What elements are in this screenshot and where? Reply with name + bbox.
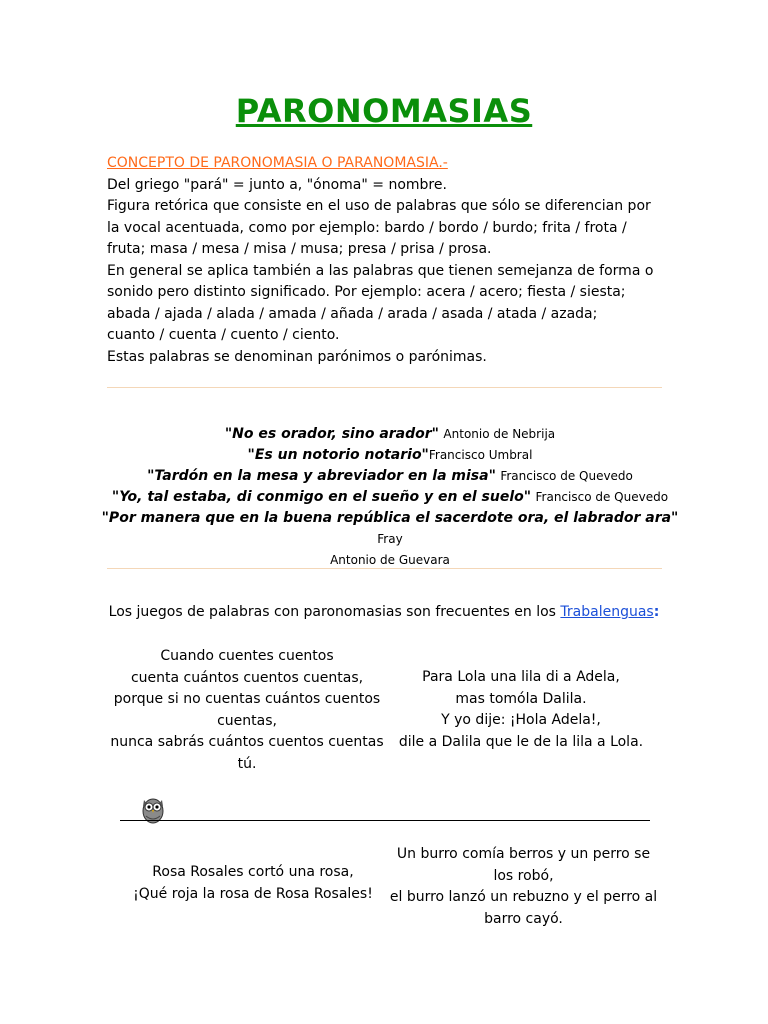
- concept-line: Estas palabras se denominan parónimos o parónimas.: [107, 348, 487, 365]
- quotes-section: [100, 424, 680, 571]
- juegos-colon: :: [653, 604, 660, 620]
- quote-line: [100, 445, 680, 466]
- poem-line: ¡Qué roja la rosa de Rosa Rosales!: [133, 885, 373, 902]
- poem-burro: [386, 844, 661, 930]
- concept-line: Figura retórica que consiste en el uso de palabras que sólo se diferencian por: [107, 198, 651, 214]
- juegos-text: Los juegos de palabras con paronomasias son frecuentes en los: [108, 604, 561, 620]
- concept-line: abada / ajada / alada / amada / añada / arada / asada / atada / azada;: [107, 305, 598, 322]
- poem-line: cuentas,: [217, 712, 277, 729]
- concept-section: [107, 153, 667, 368]
- concept-heading: CONCEPTO DE PARONOMASIA O PARANOMASIA.-: [107, 155, 448, 171]
- juegos-intro: [0, 604, 768, 620]
- quote-text: "No es orador, sino arador": [224, 426, 439, 442]
- poem-line: porque si no cuentas cuántos cuentos: [113, 691, 381, 707]
- quote-line: [100, 466, 680, 487]
- trabalenguas-link[interactable]: Trabalenguas: [560, 604, 654, 620]
- poem-line: nunca sabrás cuántos cuentos cuentas: [110, 734, 384, 750]
- poem-line: Para Lola una lila di a Adela,: [422, 669, 620, 685]
- quote-text: "Por manera que en la buena república el sacerdote ora, el labrador ara": [101, 510, 679, 526]
- concept-line: cuanto / cuenta / cuento / ciento.: [107, 327, 340, 343]
- quote-line: [100, 424, 680, 445]
- concept-line: sonido pero distinto significado. Por ejemplo: acera / acero; fiesta / siesta;: [107, 284, 626, 300]
- poem-line: tú.: [237, 755, 257, 772]
- quote-author: Antonio de Guevara: [330, 553, 450, 567]
- concept-line: fruta; masa / mesa / misa / musa; presa / prisa / prosa.: [107, 241, 492, 257]
- quote-author: Antonio de Nebrija: [443, 427, 556, 441]
- poem-line: cuenta cuántos cuentos cuentas,: [130, 669, 364, 686]
- quote-line: [100, 508, 680, 550]
- poem-line: barro cayó.: [484, 910, 563, 927]
- quote-line: [100, 487, 680, 508]
- concept-line: Del griego "pará" = junto a, "ónoma" = nombre.: [107, 176, 447, 193]
- poem-divider: [120, 820, 650, 821]
- poem-line: Cuando cuentes cuentos: [160, 648, 334, 664]
- poem-cuentos: [108, 646, 386, 775]
- poem-line: Rosa Rosales cortó una rosa,: [152, 864, 354, 880]
- quote-author: Francisco de Quevedo: [535, 490, 669, 504]
- concept-line: En general se aplica también a las palabras que tienen semejanza de forma o: [107, 262, 654, 279]
- concept-line: la vocal acentuada, como por ejemplo: bardo / bordo / burdo; frita / frota /: [107, 219, 627, 236]
- poem-line: dile a Dalila que le de la lila a Lola.: [398, 733, 644, 750]
- quote-author: Fray: [377, 532, 403, 546]
- page-title: PARONOMASIAS: [235, 92, 533, 130]
- poem-line: Un burro comía berros y un perro se: [396, 846, 651, 862]
- quote-text: "Tardón en la mesa y abreviador en la misa": [147, 468, 496, 484]
- section-divider: [107, 387, 662, 388]
- quote-text: "Yo, tal estaba, di conmigo en el sueño y en el suelo": [111, 489, 532, 505]
- quote-author: Francisco de Quevedo: [500, 469, 633, 483]
- poem-lila: [386, 667, 656, 753]
- quote-author: Francisco Umbral: [428, 448, 533, 462]
- poem-line: Y yo dije: ¡Hola Adela!,: [441, 712, 601, 728]
- quote-text: "Es un notorio notario": [247, 447, 429, 463]
- poem-line: los robó,: [493, 867, 554, 884]
- poem-line: mas tomóla Dalila.: [455, 690, 587, 707]
- section-divider: [107, 568, 662, 569]
- poem-line: el burro lanzó un rebuzno y el perro al: [389, 889, 658, 905]
- poem-rosa: [118, 862, 388, 905]
